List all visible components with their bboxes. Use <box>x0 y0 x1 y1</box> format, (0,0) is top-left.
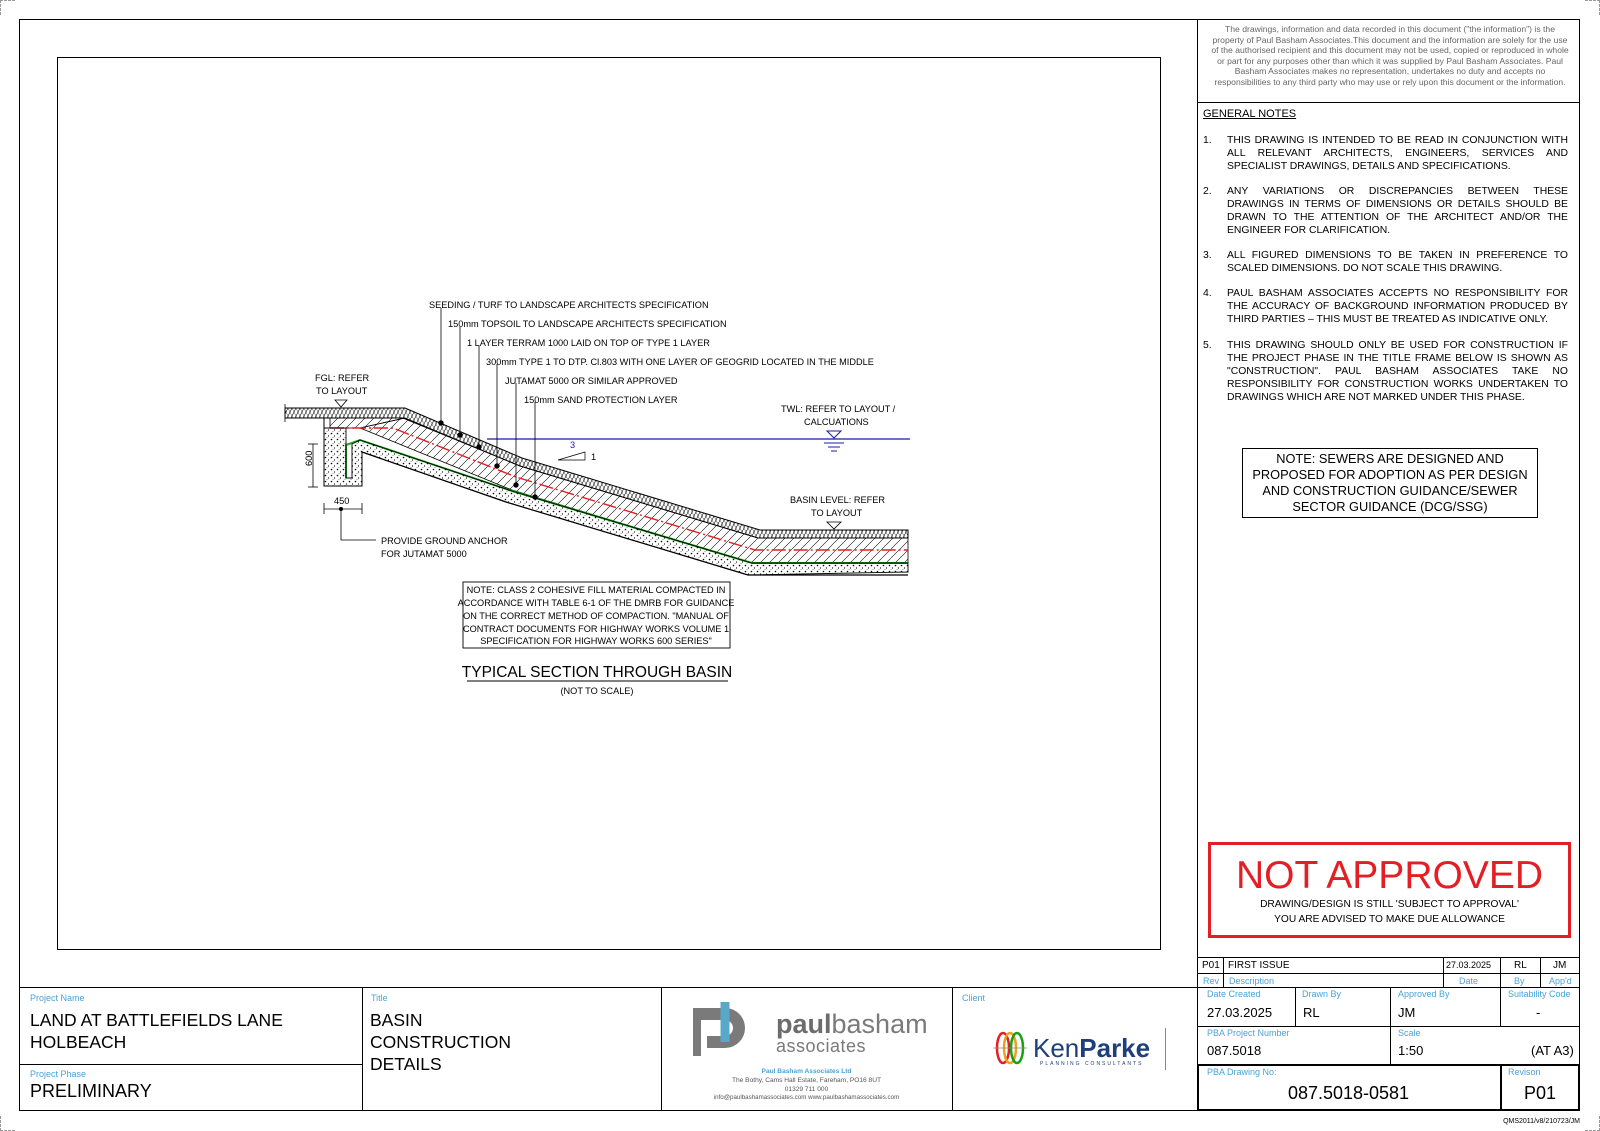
description-header: Description <box>1229 976 1275 986</box>
section-subtitle: (NOT TO SCALE) <box>560 686 634 696</box>
sand-label: 150mm SAND PROTECTION LAYER <box>524 395 678 405</box>
general-notes-title: GENERAL NOTES <box>1203 108 1297 120</box>
revision-date: 27.03.2025 <box>1446 960 1492 970</box>
client-sub: PLANNING CONSULTANTS <box>1040 1061 1144 1067</box>
title-label: Title <box>371 993 388 1003</box>
revision-code: P01 <box>1202 960 1220 971</box>
company-sub: associates <box>776 1036 867 1056</box>
note-text: THIS DRAWING IS INTENDED TO BE READ IN CONJUNCTION WITH ALL RELEVANT ARCHITECTS, ENGINEERS, SERVICES AND SPECIALIST DRAWINGS, DETAILS AND SPECIFICATIONS. <box>1227 135 1568 172</box>
slope-rise-label: 1 <box>591 452 597 462</box>
fill-note-line: ON THE CORRECT METHOD OF COMPACTION. "MANUAL OF <box>463 611 729 621</box>
project-phase-label: Project Phase <box>30 1069 87 1079</box>
company-name-bold: paul <box>776 1009 832 1039</box>
note-text: ALL FIGURED DIMENSIONS TO BE TAKEN IN PREFERENCE TO SCALED DIMENSIONS. DO NOT SCALE THIS DRAWING. <box>1227 250 1568 274</box>
client-name-light: Ken <box>1033 1033 1080 1063</box>
note-text: ANY VARIATIONS OR DISCREPANCIES BETWEEN THESE DRAWINGS IN TERMS OF DIMENSIONS OR DETAILS SHOULD BE DRAWN TO THE ATTENTION OF THE ARCHITECT AND/OR THE ENGINEER FOR CLARIFICATION. <box>1227 186 1568 236</box>
basin-level-label: BASIN LEVEL: REFER <box>790 495 885 505</box>
company-address-name: Paul Basham Associates Ltd <box>761 1068 852 1075</box>
suitability-label: Suitability Code <box>1508 989 1571 999</box>
revision-label: Revison <box>1508 1067 1541 1077</box>
section-title: TYPICAL SECTION THROUGH BASIN <box>461 664 733 681</box>
by-header: By <box>1514 976 1525 986</box>
appd-header: App'd <box>1549 976 1572 986</box>
project-name-label: Project Name <box>30 993 85 1003</box>
not-approved-title: NOT APPROVED <box>1235 854 1544 897</box>
approved-by-label: Approved By <box>1398 989 1450 999</box>
project-name: LAND AT BATTLEFIELDS LANE <box>30 1010 283 1030</box>
drawing-title: CONSTRUCTION <box>370 1032 511 1052</box>
company-phone: 01329 711 000 <box>784 1086 829 1093</box>
suitability-code: - <box>1536 1005 1541 1020</box>
fill-note-line: CONTRACT DOCUMENTS FOR HIGHWAY WORKS VOLUME 1 <box>462 624 730 634</box>
company-address: The Bothy, Cams Hall Estate, Fareham, PO16 8UT <box>731 1077 882 1084</box>
scale-label: Scale <box>1398 1028 1421 1038</box>
date-header: Date <box>1459 976 1479 986</box>
fgl-level-symbol <box>335 400 347 407</box>
twl-label: TWL: REFER TO LAYOUT / <box>781 404 896 414</box>
note-number: 5. <box>1203 340 1212 351</box>
not-approved-line: YOU ARE ADVISED TO MAKE DUE ALLOWANCE <box>1274 913 1505 925</box>
twl-label: CALCUATIONS <box>804 417 869 427</box>
revision-by: RL <box>1514 960 1527 971</box>
type1-label: 300mm TYPE 1 TO DTP. Cl.803 WITH ONE LAYER OF GEOGRID LOCATED IN THE MIDDLE <box>486 357 874 367</box>
note-text: THIS DRAWING SHOULD ONLY BE USED FOR CONSTRUCTION IF THE PROJECT PHASE IN THE TITLE FRAME BELOW IS SHOWN AS "CONSTRUCTION". PAUL BASHAM ASSOCIATES TAKE NO RESPONSIBILITY FOR CONSTRUCTION WORKS UNDERTAKEN TO DRAWINGS WHICH ARE NOT MARKED UNDER THIS PHASE. <box>1227 340 1568 403</box>
drawn-by-label: Drawn By <box>1302 989 1342 999</box>
revision-description: FIRST ISSUE <box>1228 960 1290 971</box>
company-web: info@paulbashamassociates.com www.paulbashamassociates.com <box>713 1094 900 1101</box>
basin-level-label: TO LAYOUT <box>811 508 863 518</box>
slope-run-label: 3 <box>570 440 576 450</box>
qms-reference: QMS2011/v8/210723/JM <box>1503 1118 1580 1125</box>
anchor-leader <box>341 509 376 540</box>
revision-approved: JM <box>1553 960 1567 971</box>
note-number: 1. <box>1203 135 1212 146</box>
client-label: Client <box>962 993 986 1003</box>
drawing-title: BASIN <box>370 1010 423 1030</box>
basin-level-symbol <box>827 522 841 529</box>
project-number-label: PBA Project Number <box>1207 1028 1290 1038</box>
jutamat-label: JUTAMAT 5000 OR SIMILAR APPROVED <box>505 376 678 386</box>
terram-label: 1 LAYER TERRAM 1000 LAID ON TOP OF TYPE 1 LAYER <box>467 338 710 348</box>
sheet-size: (AT A3) <box>1531 1043 1574 1058</box>
rev-header: Rev <box>1203 976 1220 986</box>
project-name: HOLBEACH <box>30 1032 127 1052</box>
dimension-450-label: 450 <box>334 496 350 506</box>
fill-note-line: ACCORDANCE WITH TABLE 6-1 OF THE DMRB FOR GUIDANCE <box>457 598 735 608</box>
project-number: 087.5018 <box>1207 1043 1262 1058</box>
fill-note-line: NOTE: CLASS 2 COHESIVE FILL MATERIAL COMPACTED IN <box>466 585 726 595</box>
date-created-label: Date Created <box>1207 989 1261 999</box>
water-level-symbol <box>824 431 844 451</box>
drawn-by: RL <box>1303 1005 1320 1020</box>
drawing-number-label: PBA Drawing No: <box>1207 1067 1277 1077</box>
drawing-number: 087.5018-0581 <box>1287 1083 1410 1103</box>
fgl-label: FGL: REFER <box>315 373 370 383</box>
note-number: 4. <box>1203 288 1212 299</box>
sewer-adoption-note: NOTE: SEWERS ARE DESIGNED AND PROPOSED FOR ADOPTION AS PER DESIGN AND CONSTRUCTION GUIDANCE/SEWER SECTOR GUIDANCE (DCG/SSG) <box>1242 448 1538 518</box>
ground-anchor-label: PROVIDE GROUND ANCHOR <box>381 536 508 546</box>
topsoil-label: 150mm TOPSOIL TO LANDSCAPE ARCHITECTS SPECIFICATION <box>448 319 727 329</box>
seeding-label: SEEDING / TURF TO LANDSCAPE ARCHITECTS SPECIFICATION <box>429 300 709 310</box>
client-name-bold: Parke <box>1079 1033 1151 1063</box>
copyright-disclaimer: The drawings, information and data recorded in this document ("the information") is the property of Paul Basham Associates.This document and the information are solely for the use of the authorised recipient and this document may not be used, copied or reproduced in whole or part for any purposes other than which it was supplied by Paul Basham Associates. Paul Basham Associates makes no representation, undertakes no duty and accepts no responsibilities to any third party who may use or rely upon this document or the information. <box>1211 24 1569 87</box>
fgl-label: TO LAYOUT <box>316 386 368 396</box>
note-number: 2. <box>1203 186 1212 197</box>
note-number: 3. <box>1203 250 1212 261</box>
company-name-rest: basham <box>831 1009 928 1039</box>
slope-indicator <box>558 452 585 460</box>
revision-number: P01 <box>1523 1083 1557 1103</box>
scale: 1:50 <box>1398 1043 1424 1058</box>
drawing-title: DETAILS <box>370 1054 442 1074</box>
dimension-600-label: 600 <box>304 450 314 466</box>
not-approved-line: DRAWING/DESIGN IS STILL 'SUBJECT TO APPROVAL' <box>1260 899 1519 910</box>
project-phase: PRELIMINARY <box>30 1081 152 1101</box>
note-text: PAUL BASHAM ASSOCIATES ACCEPTS NO RESPONSIBILITY FOR THE ACCURACY OF BACKGROUND INFORMATION PRODUCED BY THIRD PARTIES – THIS MUST BE TREATED AS INDICATIVE ONLY. <box>1227 288 1568 325</box>
date-created: 27.03.2025 <box>1207 1005 1273 1020</box>
approved-by: JM <box>1398 1005 1416 1020</box>
fill-note-line: SPECIFICATION FOR HIGHWAY WORKS 600 SERIES" <box>480 636 712 646</box>
ground-anchor-label: FOR JUTAMAT 5000 <box>381 549 467 559</box>
